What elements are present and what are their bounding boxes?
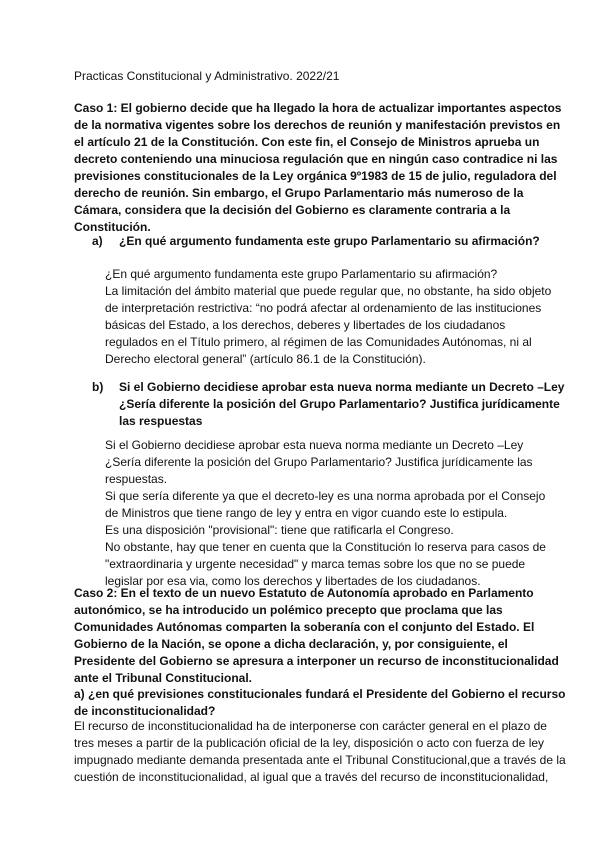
question-text-line: de inconstitucionalidad?	[74, 704, 216, 718]
answer-line: ¿Sería diferente la posición del Grupo Parlamentario? Justifica jurídicamente las	[105, 455, 533, 469]
answer-line: de Ministros que tiene rango de ley y entra en vigor cuando este lo estipula.	[105, 506, 508, 520]
caso2-line: Presidente del Gobierno se apresura a interponer un recurso de inconstitucionalidad	[74, 654, 559, 668]
caso1-question-b	[92, 379, 565, 430]
answer-line: básicas del Estado, a los derechos, deberes y libertades de los ciudadanos	[105, 318, 506, 332]
question-text-line: a) ¿en qué previsiones constitucionales fundará el Presidente del Gobierno el recurso	[74, 687, 566, 701]
answer-line: Si el Gobierno decidiese aprobar esta nueva norma mediante un Decreto –Ley	[105, 438, 524, 452]
document-title: Practicas Constitucional y Administrativo. 2022/21	[74, 69, 340, 83]
caso2-line: Gobierno de la Nación, se opone a dicha declaración, y, por consiguiente, el	[74, 637, 508, 651]
caso2-line: ante el Tribunal Constitucional.	[74, 671, 253, 685]
question-text-line: Si el Gobierno decidiese aprobar esta nueva norma mediante un Decreto –Ley	[119, 380, 565, 394]
caso1-answer-a	[105, 266, 552, 368]
caso1-statement	[74, 100, 562, 236]
caso1-answer-b	[105, 437, 545, 590]
answer-line: legislar por esa via, como los derechos y libertades de los ciudadanos.	[105, 574, 481, 588]
answer-line: tres meses a partir de la publicación oficial de la ley, disposición o acto con fuerza de ley	[74, 736, 545, 750]
caso2-line: autonómico, se ha introducido un polémico precepto que proclama que las	[74, 603, 503, 617]
answer-line: respuestas.	[105, 472, 168, 486]
answer-line: Si que sería diferente ya que el decreto-ley es una norma aprobada por el Consejo	[105, 489, 546, 503]
caso2-answer-a	[74, 718, 566, 786]
caso2-question-a	[74, 686, 566, 720]
answer-line: "extraordinaria y urgente necesidad" y marca temas sobre los que no se puede	[105, 557, 526, 571]
answer-line: impugnado mediante demanda presentada ante el Tribunal Constitucional,que a través de la	[74, 753, 566, 767]
question-label: a)	[92, 234, 103, 248]
question-text-line: las respuestas	[119, 414, 203, 428]
answer-line: regulados en el Título primero, al régimen de las Comunidades Autónomas, ni al	[105, 335, 532, 349]
answer-line: La limitación del ámbito material que puede regular que, no obstante, ha sido objeto	[105, 284, 552, 298]
caso1-line: derecho de reunión. Sin embargo, el Grupo Parlamentario más numeroso de la	[74, 186, 524, 200]
caso1-line: Constitución.	[74, 220, 151, 234]
question-label: b)	[92, 380, 104, 394]
caso1-line: decreto conteniendo una minuciosa regulación que en ningún caso contradice ni las	[74, 152, 558, 166]
answer-line: El recurso de inconstitucionalidad ha de interponerse con carácter general en el plazo de	[74, 719, 547, 733]
caso2-line: Comunidades Autónomas comparten la soberanía con el conjunto del Estado. El	[74, 620, 535, 634]
question-text: ¿En qué argumento fundamenta este grupo Parlamentario su afirmación?	[119, 234, 540, 248]
caso1-line: de la normativa vigentes sobre los derechos de reunión y manifestación previstos en	[74, 118, 561, 132]
answer-line: Derecho electoral general” (artículo 86.1 de la Constitución).	[105, 352, 426, 366]
question-text-line: ¿Sería diferente la posición del Grupo Parlamentario? Justifica jurídicamente	[119, 397, 560, 411]
caso1-line: Cámara, considera que la decisión del Gobierno es claramente contraria a la	[74, 203, 511, 217]
answer-line: cuestión de inconstitucionalidad, al igual que a través del recurso de inconstitucionalidad,	[74, 770, 549, 784]
caso2-line: Caso 2: En el texto de un nuevo Estatuto de Autonomía aprobado en Parlamento	[74, 586, 534, 600]
answer-line: de interpretación restrictiva: “no podrá afectar al ordenamiento de las instituciones	[105, 301, 542, 315]
answer-line: No obstante, hay que tener en cuenta que la Constitución lo reserva para casos de	[105, 540, 546, 554]
caso2-statement	[74, 585, 559, 687]
answer-line: Es una disposición "provisional": tiene que ratificarla el Congreso.	[105, 523, 454, 537]
caso1-line: previsiones constitucionales de la Ley orgánica 9º1983 de 15 de julio, reguladora del	[74, 169, 557, 183]
caso1-line: Caso 1: El gobierno decide que ha llegado la hora de actualizar importantes aspectos	[74, 101, 562, 115]
caso1-line: el artículo 21 de la Constitución. Con este fin, el Consejo de Ministros aprueba un	[74, 135, 540, 149]
caso1-question-a	[92, 233, 542, 250]
answer-line: ¿En qué argumento fundamenta este grupo Parlamentario su afirmación?	[105, 267, 498, 281]
